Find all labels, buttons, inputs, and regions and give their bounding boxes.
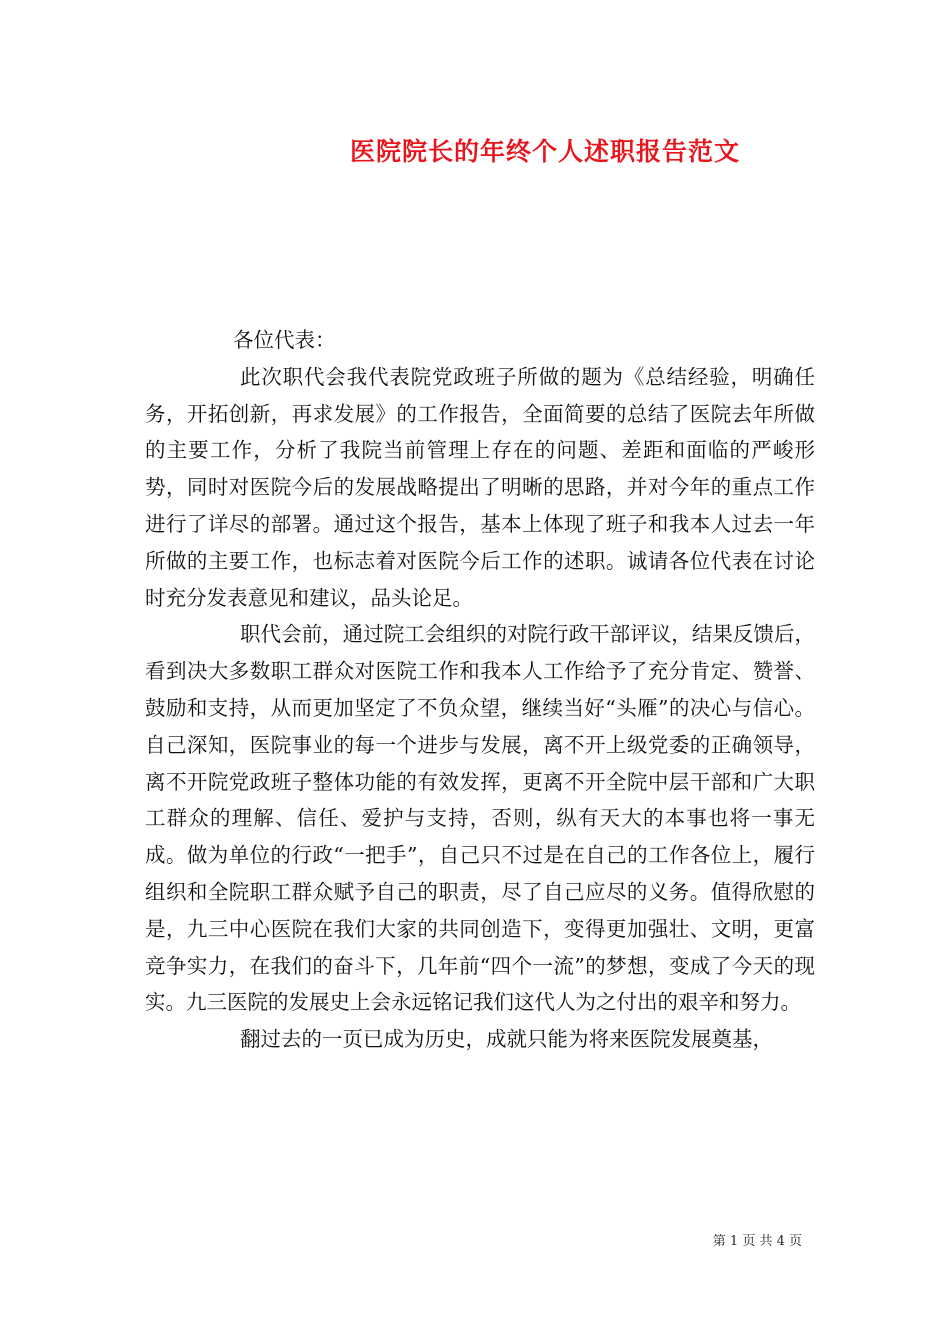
document-title: 医院院长的年终个人述职报告范文 (349, 137, 740, 166)
paragraph-3: 翻过去的一页已成为历史，成就只能为将来医院发展奠基， (240, 1027, 773, 1052)
paragraph-1: 此次职代会我代表院党政班子所做的题为《总结经验，明确任务，开拓创新，再求发展》的工作报告，全面简要的总结了医院去年所做的主要工作，分析了我院当前管理上存在的问题、差距和面临的严峻形势，同时对医院今后的发展战略提出了明晰的思路，并对今年的重点工作进行了详尽的部署。通过这个报告，基本上体现了班子和我本人过去一年所做的主要工作，也标志着对医院今后工作的述职。诚请各位代表在讨论时充分发表意见和建议，品头论足。 (145, 364, 815, 610)
salutation: 各位代表： (233, 328, 336, 352)
paragraph-2: 职代会前，通过院工会组织的对院行政干部评议，结果反馈后，看到决大多数职工群众对医院工作和我本人工作给予了充分肯定、赞誉、鼓励和支持，从而更加坚定了不负众望，继续当好“头雁”的决心与信心。自己深知，医院事业的每一个进步与发展，离不开上级党委的正确领导，离不开院党政班子整体功能的有效发挥，更离不开全院中层干部和广大职工群众的理解、信任、爱护与支持，否则，纵有天大的本事也将一事无成。做为单位的行政“一把手”，自己只不过是在自己的工作各位上，履行组织和全院职工群众赋予自己的职责，尽了自己应尽的义务。值得欣慰的是，九三中心医院在我们大家的共同创造下，变得更加强壮、文明，更富竞争实力，在我们的奋斗下，几年前“四个一流”的梦想，变成了今天的现实。九三医院的发展史上会永远铭记我们这代人为之付出的艰辛和努力。 (145, 622, 815, 1015)
document-body (145, 322, 815, 1058)
page-number: 第 1 页 共 4 页 (712, 1234, 802, 1249)
